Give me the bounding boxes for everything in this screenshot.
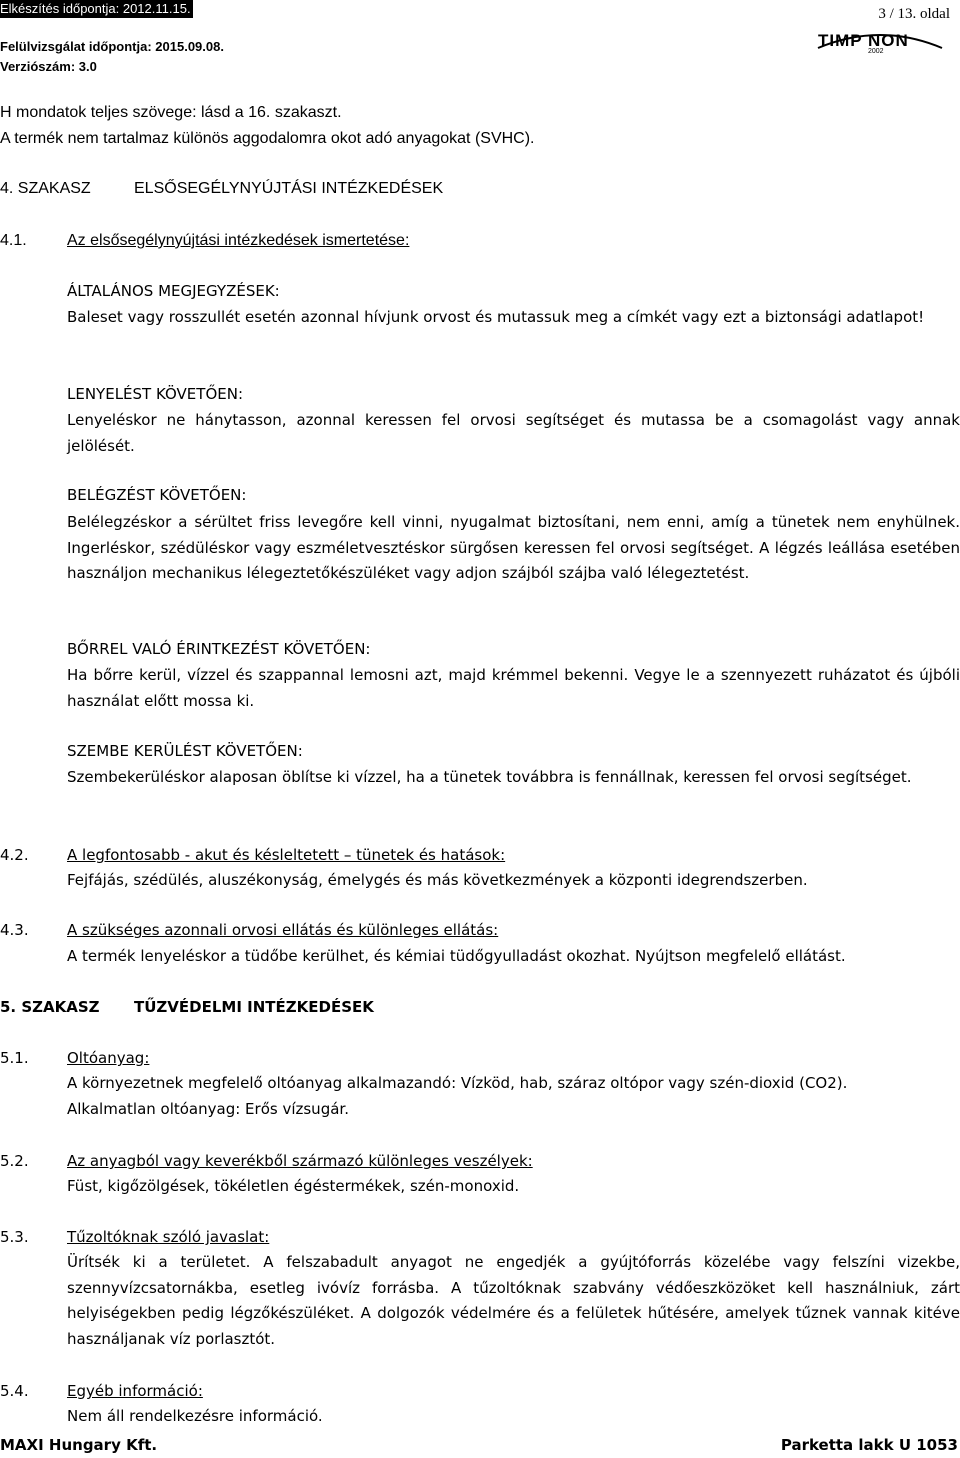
inhalation-text: Belélegzéskor a sérültet friss levegőre kell vinni, nyugalmat biztosítani, nem enni, amíg a tünetek nem enyhülnek. Ingerléskor, szédüléskor vagy eszméletvesztéskor sürgősen keressen fel orvosi segítséget. A légzés leállása esetében használjon mechanikus lélegeztetőkészüléket vagy adjon szájból szájba való lélegeztetést.: [67, 513, 960, 582]
created-date: Elkészítés időpontja: 2012.11.15.: [0, 1, 191, 16]
eye-text: Szembekerüléskor alaposan öblítse ki vízzel, ha a tünetek továbbra is fennállnak, keressen fel orvosi segítséget.: [67, 768, 912, 786]
version-number: Verziószám: 3.0: [0, 59, 97, 74]
page-header: [0, 0, 960, 84]
subsection-number: 5.4.: [0, 1382, 29, 1400]
h-statements-note: H mondatok teljes szövege: lásd a 16. szakaszt.: [0, 104, 342, 121]
section-5-title: TŰZVÉDELMI INTÉZKEDÉSEK: [134, 998, 374, 1016]
page-number: 3 / 13. oldal: [878, 6, 950, 22]
svg-text:2002: 2002: [868, 48, 884, 54]
eye-heading: SZEMBE KERÜLÉST KÖVETŐEN:: [67, 742, 303, 760]
medical-care-text: A termék lenyeléskor a tüdőbe kerülhet, és kémiai tüdőgyulladást okozhat. Nyújtson megfelelő ellátást.: [67, 947, 846, 965]
subsection-number: 4.1.: [0, 232, 27, 249]
subsection-number: 5.2.: [0, 1152, 29, 1170]
subsection-title: A szükséges azonnali orvosi ellátás és különleges ellátás:: [67, 921, 499, 939]
skin-text: Ha bőrre kerül, vízzel és szappannal lemosni azt, majd krémmel bekenni. Vegye le a szennyezett ruházatot és újbóli használat előtt mossa ki.: [67, 666, 960, 710]
ingestion-heading: LENYELÉST KÖVETŐEN:: [67, 385, 244, 403]
subsection-number: 5.3.: [0, 1228, 29, 1246]
skin-heading: BŐRREL VALÓ ÉRINTKEZÉST KÖVETŐEN:: [67, 640, 371, 658]
subsection-number: 5.1.: [0, 1049, 29, 1067]
product-name: Parketta lakk U 1053: [780, 1436, 958, 1454]
other-info-text: Nem áll rendelkezésre információ.: [67, 1407, 323, 1425]
subsection-number: 4.2.: [0, 846, 29, 864]
svhc-note: A termék nem tartalmaz különös aggodalomra okot adó anyagokat (SVHC).: [0, 130, 535, 147]
company-logo: [814, 26, 946, 54]
subsection-number: 4.3.: [0, 921, 29, 939]
symptoms-text: Fejfájás, szédülés, aluszékonyság, émelygés és más következmények a központi idegrendszerben.: [67, 871, 808, 889]
company-name: MAXI Hungary Kft.: [0, 1436, 158, 1454]
firefighter-advice-text: Ürítsék ki a területet. A felszabadult anyagot ne engedjék a gyújtóforrás közelébe vagy felszíni vizekbe, szennyvízcsatornákba, esetleg ivóvíz forrásba. A tűzoltóknak szabvány védőeszközöket kell használniuk, zárt helyiségekben pedig légzőkészüléket. A dolgozók védelmére és a felületek hűtésére, amelyek tűznek vannak kitéve használjanak víz porlasztót.: [67, 1253, 960, 1348]
inhalation-heading: BELÉGZÉST KÖVETŐEN:: [67, 486, 247, 504]
general-heading: ÁLTALÁNOS MEGJEGYZÉSEK:: [67, 282, 280, 300]
subsection-title: Oltóanyag:: [67, 1049, 150, 1067]
general-text: Baleset vagy rosszullét esetén azonnal hívjunk orvost és mutassuk meg a címkét vagy ezt a biztonsági adatlapot!: [67, 308, 925, 326]
subsection-title: Egyéb információ:: [67, 1382, 203, 1400]
section-5-number: 5. SZAKASZ: [0, 998, 100, 1016]
section-4-title: ELSŐSEGÉLYNYÚJTÁSI INTÉZKEDÉSEK: [134, 180, 444, 197]
hazards-text: Füst, kigőzölgések, tökéletlen égéstermékek, szén-monoxid.: [67, 1177, 520, 1195]
extinguishing-text: A környezetnek megfelelő oltóanyag alkalmazandó: Vízköd, hab, száraz oltópor vagy szén-dioxid (CO2).: [67, 1074, 848, 1092]
svg-text:TIMP NON: TIMP NON: [818, 31, 909, 50]
ingestion-text: Lenyeléskor ne hánytasson, azonnal keressen fel orvosi segítséget és mutassa be a csomagolást vagy annak jelölését.: [67, 411, 960, 455]
subsection-title: Az elsősegélynyújtási intézkedések ismertetése:: [67, 232, 410, 249]
subsection-title: Az anyagból vagy keverékből származó különleges veszélyek:: [67, 1152, 533, 1170]
review-date: Felülvizsgálat időpontja: 2015.09.08.: [0, 39, 224, 54]
subsection-title: Tűzoltóknak szóló javaslat:: [67, 1228, 270, 1246]
subsection-title: A legfontosabb - akut és késleltetett – tünetek és hatások:: [67, 846, 506, 864]
unsuitable-text: Alkalmatlan oltóanyag: Erős vízsugár.: [67, 1100, 349, 1118]
section-4-number: 4. SZAKASZ: [0, 180, 91, 197]
